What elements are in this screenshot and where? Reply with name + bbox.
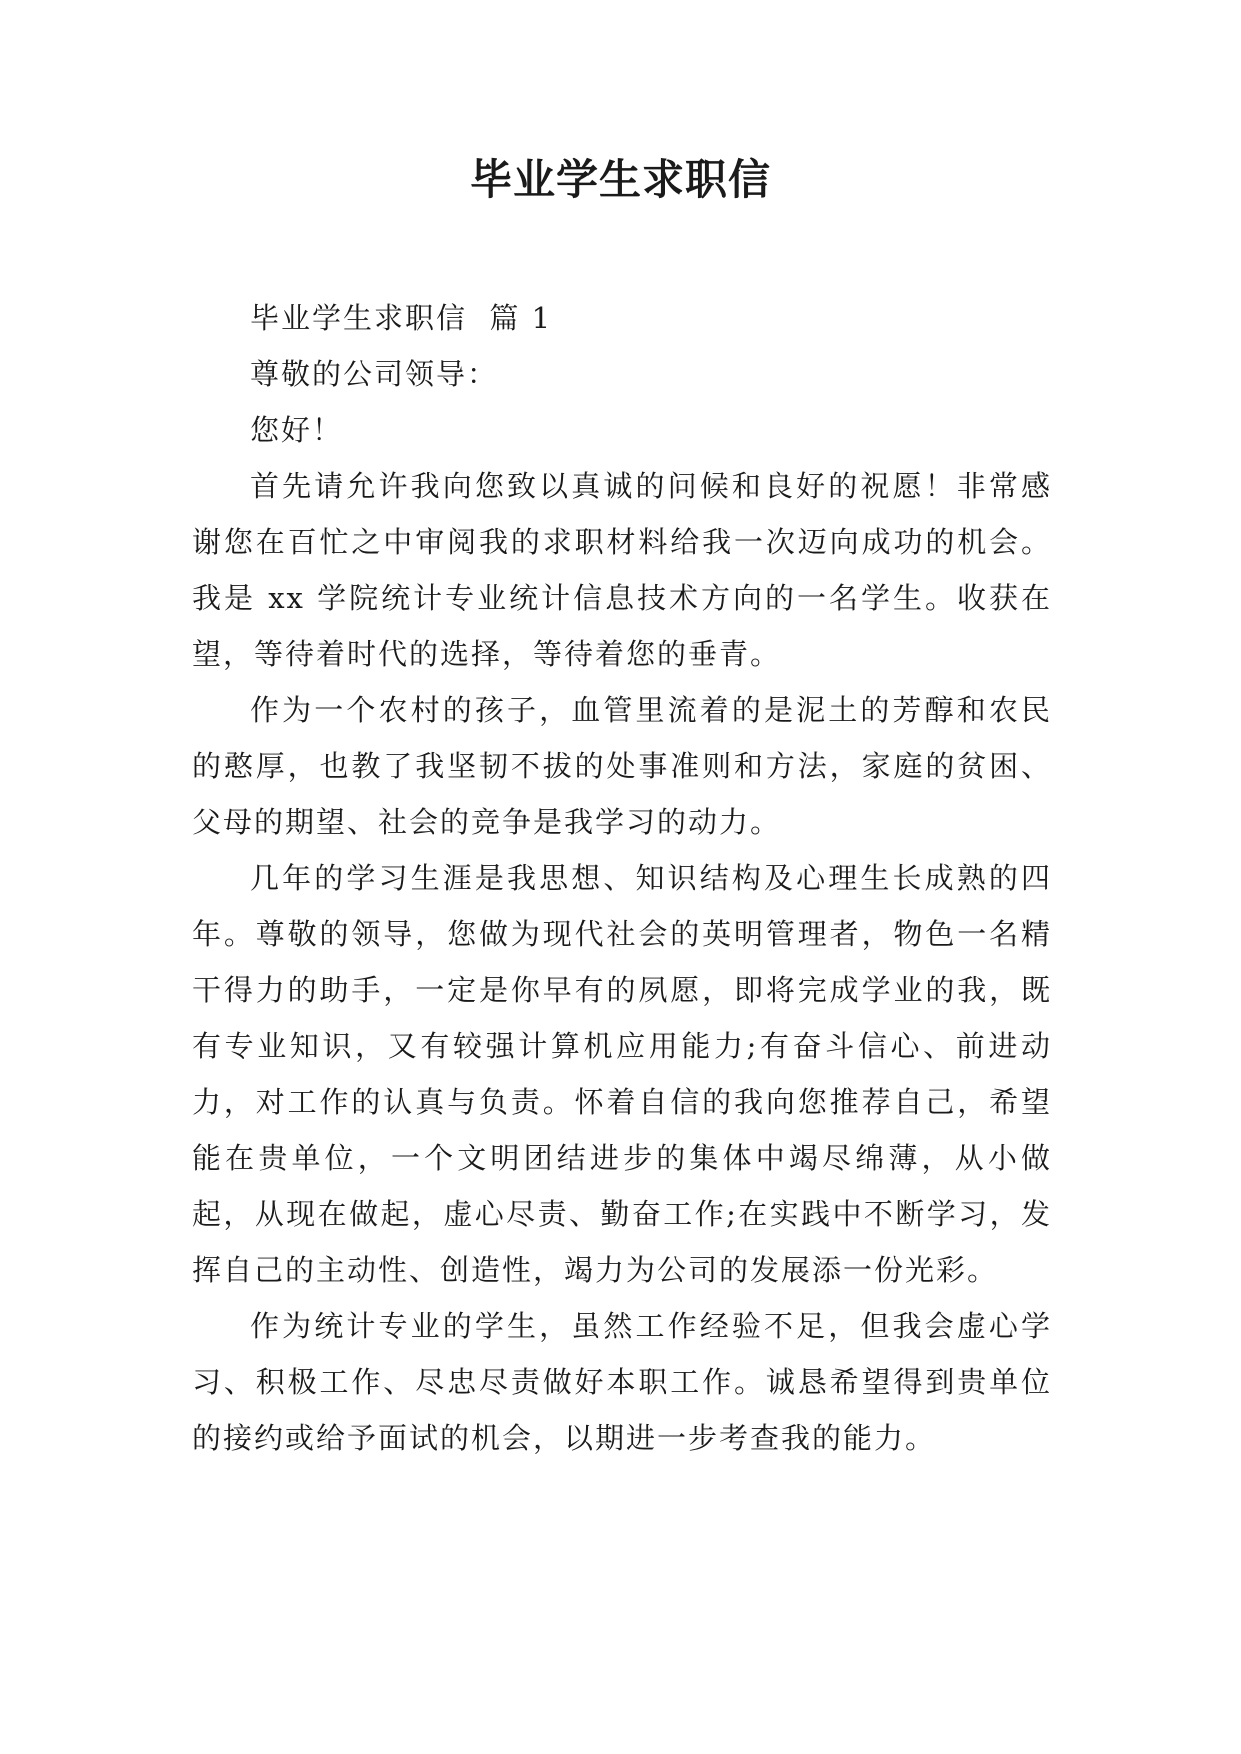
- paragraph-study: 几年的学习生涯是我思想、知识结构及心理生长成熟的四年。尊敬的领导，您做为现代社会的英明管理者，物色一名精干得力的助手，一定是你早有的夙愿，即将完成学业的我，既有专业知识，又有较强计算机应用能力;有奋斗信心、前进动力，对工作的认真与负责。怀着自信的我向您推荐自己，希望能在贵单位，一个文明团结进步的集体中竭尽绵薄，从小做起，从现在做起，虚心尽责、勤奋工作;在实践中不断学习，发挥自己的主动性、创造性，竭力为公司的发展添一份光彩。: [192, 861, 1052, 1287]
- paragraph-background: 作为一个农村的孩子，血管里流着的是泥土的芳醇和农民的憨厚，也教了我坚韧不拔的处事准则和方法，家庭的贫困、父母的期望、社会的竞争是我学习的动力。: [192, 693, 1052, 839]
- salutation: 尊敬的公司领导：: [250, 357, 499, 391]
- document-title: 毕业学生求职信: [469, 155, 771, 204]
- paragraph-closing: 作为统计专业的学生，虽然工作经验不足，但我会虚心学习、积极工作、尽忠尽责做好本职工作。诚恳希望得到贵单位的接约或给予面试的机会，以期进一步考查我的能力。: [192, 1309, 1052, 1455]
- paragraph-intro: 首先请允许我向您致以真诚的问候和良好的祝愿！非常感谢您在百忙之中审阅我的求职材料给我一次迈向成功的机会。我是 xx 学院统计专业统计信息技术方向的一名学生。收获在望，等待着时代的选择，等待着您的垂青。: [192, 469, 1052, 671]
- section-heading: 毕业学生求职信 篇 1: [250, 301, 553, 335]
- document-body: [192, 290, 1052, 1466]
- greeting: 您好！: [250, 413, 344, 447]
